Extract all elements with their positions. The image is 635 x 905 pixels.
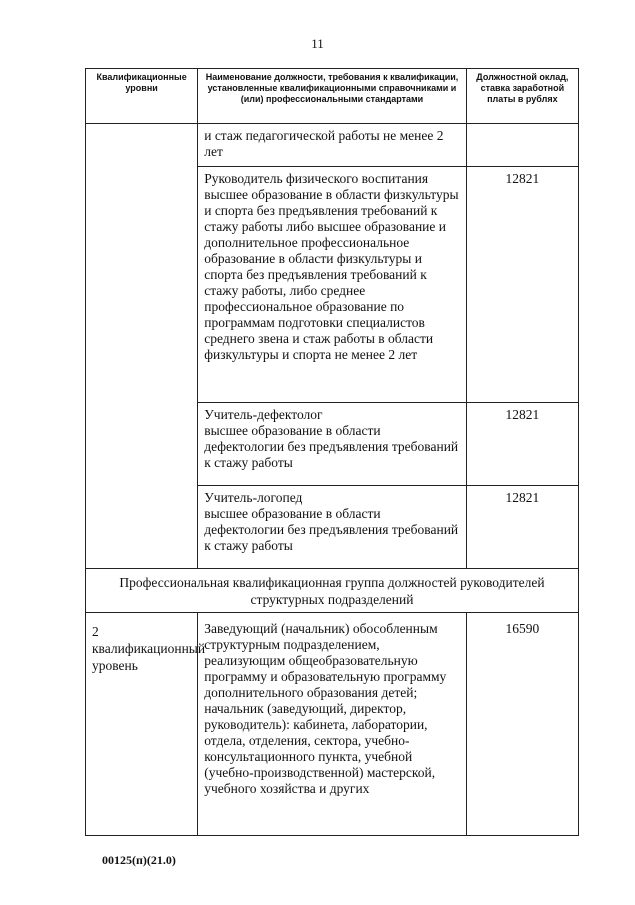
position-text: Учитель-дефектолог высшее образование в области дефектологии без предъявления требований к стажу работы (204, 407, 459, 470)
header-salary: Должностной оклад, ставка заработной платы в рублях (466, 69, 578, 124)
position-description (198, 167, 467, 403)
salary-cell (466, 486, 578, 569)
qualification-level: 2 квалификационный уровень (92, 624, 206, 673)
continuation-text: и стаж педагогической работы не менее 2 лет (204, 128, 444, 159)
position-description (198, 124, 467, 167)
level-cell-empty (86, 124, 198, 569)
group-title-row (86, 569, 579, 613)
group-title: Профессиональная квалификационная группа должностей руководителей структурных подразделений (119, 575, 545, 607)
page-number: 11 (311, 36, 324, 51)
header-position-requirements: Наименование должности, требования к квалификации, установленные квалификационными справочниками и (или) профессиональными стандартами (198, 69, 467, 124)
position-description (198, 486, 467, 569)
salary-cell (466, 167, 578, 403)
position-text: Заведующий (начальник) обособленным структурным подразделением, реализующим общеобразовательную программу и образовательную программу дополнительного образования детей; начальник (заведующий, директор, руководитель): кабинета, лаборатории, отдела, отделения, сектора, учебно-консультационного пункта, учебной (учебно-производственной) мастерской, учебного хозяйства и других (204, 621, 447, 796)
table-row (86, 613, 579, 836)
salary-value: 12821 (505, 171, 540, 186)
table-header-row (86, 69, 579, 124)
document-code: 00125(п)(21.0) (102, 853, 176, 867)
position-text: Руководитель физического воспитания высшее образование в области физкультуры и спорта без предъявления требований к стажу работы либо высшее образование и дополнительное профессиональное образование в области физкультуры и спорта без предъявления требований к стажу работы, либо среднее профессиональное образование по программам подготовки специалистов среднего звена и стаж работы в области физкультуры и спорта не менее 2 лет (204, 171, 459, 362)
salary-value: 16590 (505, 621, 540, 636)
salary-value: 12821 (505, 490, 540, 505)
salary-value: 12821 (505, 407, 540, 422)
level-cell (86, 613, 206, 836)
group-title-cell (86, 569, 579, 613)
salary-cell (466, 403, 578, 486)
position-description (198, 403, 467, 486)
header-qualification-levels: Квалификационные уровни (86, 69, 198, 124)
position-text: Учитель-логопед высшее образование в области дефектологии без предъявления требований к стажу работы (204, 490, 459, 553)
table-row (86, 124, 579, 167)
salary-value (467, 124, 578, 128)
salary-cell (466, 613, 578, 836)
salary-cell (466, 124, 578, 167)
salary-table (85, 68, 579, 836)
position-description (198, 613, 467, 836)
